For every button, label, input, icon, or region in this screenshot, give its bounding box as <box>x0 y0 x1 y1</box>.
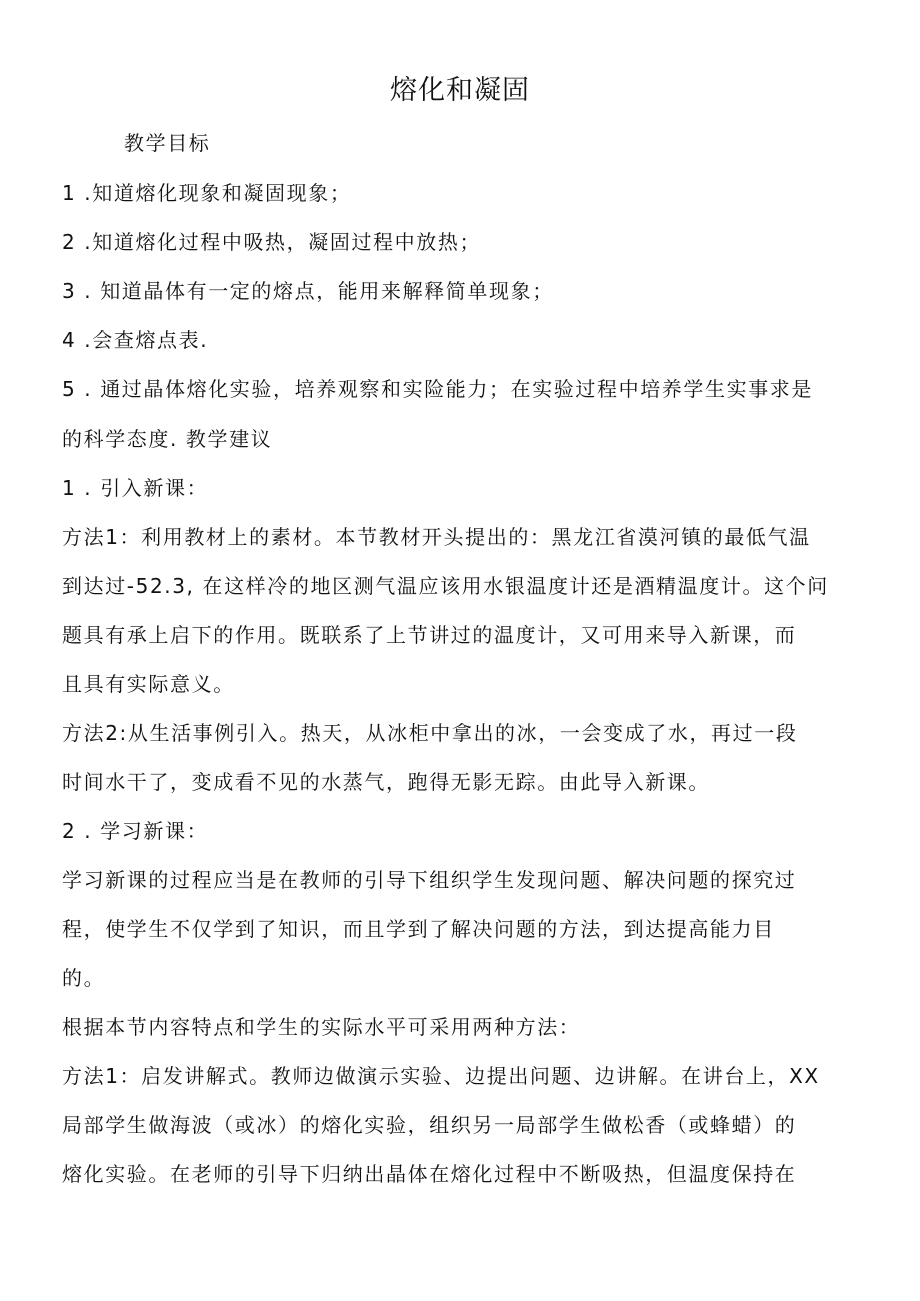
paragraph-line: 局部学生做海波（或冰）的熔化实验，组织另一局部学生做松香（或蜂蜡）的 <box>62 1113 797 1137</box>
goal-item-2: 2 .知道熔化过程中吸热，凝固过程中放热； <box>62 230 482 254</box>
section-heading-intro: 1 . 引入新课： <box>62 476 209 500</box>
goal-item-3: 3 . 知道晶体有一定的熔点，能用来解释简单现象； <box>62 279 554 303</box>
paragraph-line: 时间水干了，变成看不见的水蒸气，跑得无影无踪。由此导入新课。 <box>62 770 710 794</box>
paragraph-line: 方法1：启发讲解式。教师边做演示实验、边提出问题、边讲解。在讲台上，XX <box>62 1064 820 1088</box>
paragraph-line: 程，使学生不仅学到了知识，而且学到了解决问题的方法，到达提高能力目 <box>62 917 775 941</box>
section-heading-new-lesson: 2 . 学习新课： <box>62 819 209 843</box>
paragraph-line: 且具有实际意义。 <box>62 672 235 696</box>
paragraph-line: 到达过-52.3, 在这样冷的地区测气温应该用水银温度计还是酒精温度计。这个问 <box>62 574 829 598</box>
goal-item-5-continued: 的科学态度. 教学建议 <box>62 427 273 451</box>
paragraph-line: 方法1：利用教材上的素材。本节教材开头提出的：黑龙江省漠河镇的最低气温 <box>62 525 811 549</box>
document-title: 熔化和凝固 <box>390 75 530 106</box>
goal-item-5: 5 . 通过晶体熔化实验，培养观察和实险能力；在实验过程中培养学生实事求是 <box>62 377 813 401</box>
paragraph-line: 学习新课的过程应当是在教师的引导下组织学生发现问题、解决问题的探究过 <box>62 868 797 892</box>
paragraph-line: 方法2:从生活事例引入。热天，从冰柜中拿出的冰，一会变成了水，再过一段 <box>62 721 798 745</box>
paragraph-line: 的。 <box>62 966 106 990</box>
paragraph-line: 根据本节内容特点和学生的实际水平可采用两种方法： <box>62 1015 581 1039</box>
paragraph-line: 熔化实验。在老师的引导下归纳出晶体在熔化过程中不断吸热，但温度保持在 <box>62 1162 797 1186</box>
paragraph-line: 题具有承上启下的作用。既联系了上节讲过的温度计，又可用来导入新课，而 <box>62 623 797 647</box>
goal-item-4: 4 .会查熔点表. <box>62 328 209 352</box>
goal-item-1: 1 .知道熔化现象和凝固现象； <box>62 181 352 205</box>
section-heading-teaching-goals: 教学目标 <box>124 131 211 155</box>
